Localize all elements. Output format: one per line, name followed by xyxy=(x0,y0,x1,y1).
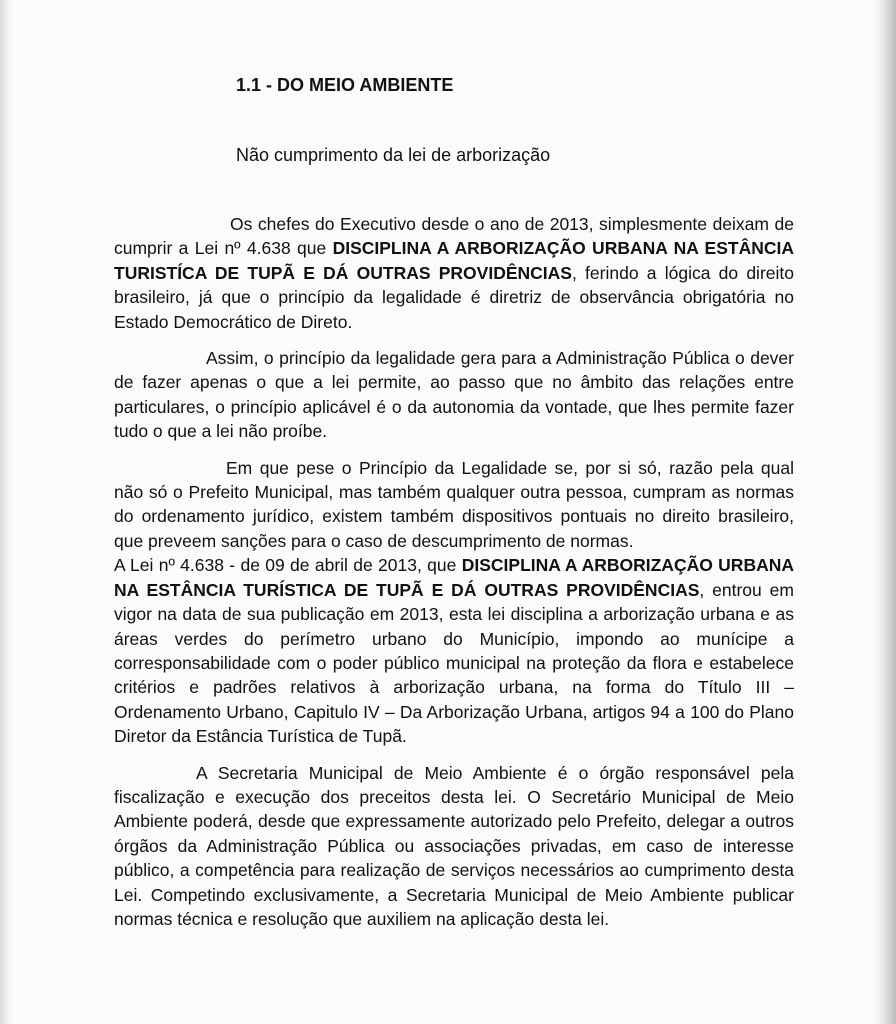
paragraph-1-text-c: , ferindo a lógica do direito brasileiro, já que o princípio da legalidade é diretriz de observância obrigatória no Estado Democrático de Direto. xyxy=(114,262,794,332)
paragraph-1-text-a: Os chefes do Executivo desde o ano de 2013, simplesmente deixam de cumprir a Lei nº 4.638 que xyxy=(114,214,794,259)
paragraph-1 xyxy=(114,212,794,334)
paragraph-4-text-c: , entrou em vigor na data de sua publicação em 2013, esta lei disciplina a arborização urbana e as áreas verdes do perímetro urbano do Município, impondo ao munícipe a corresponsabilidade com o poder público municipal na proteção da flora e estabelece critérios e padrões relativos à arborização urbana, na forma do Título III – Ordenamento Urbano, Capitulo IV – Da Arborização Urbana, artigos 94 a 100 do Plano Diretor da Estância Turística de Tupã. xyxy=(114,579,794,747)
paragraph-4 xyxy=(114,553,794,748)
paragraph-1-law-title: DISCIPLINA A ARBORIZAÇÃO URBANA NA ESTÂNCIA TURISTÍCA DE TUPÃ E DÁ OUTRAS PROVIDÊNCIAS xyxy=(114,238,794,283)
page-left-edge-shadow xyxy=(0,0,14,1024)
document-body xyxy=(114,72,794,931)
paragraph-5: A Secretaria Municipal de Meio Ambiente é o órgão responsável pela fiscalização e execução dos preceitos desta lei. O Secretário Municipal de Meio Ambiente poderá, desde que expressamente autorizado pelo Prefeito, delegar a outros órgãos da Administração Pública ou associações privadas, em caso de interesse público, a competência para realização de serviços necessários ao cumprimento desta Lei. Competindo exclusivamente, a Secretaria Municipal de Meio Ambiente publicar normas técnica e resolução que auxiliem na aplicação desta lei. xyxy=(114,762,794,929)
paragraph-4-law-title: DISCIPLINA A ARBORIZAÇÃO URBANA NA ESTÂNCIA TURÍSTICA DE TUPÃ E DÁ OUTRAS PROVIDÊNCIAS xyxy=(114,555,794,600)
paragraph-3: Em que pese o Princípio da Legalidade se, por si só, razão pela qual não só o Prefeito Municipal, mas também qualquer outra pessoa, cumpram as normas do ordenamento jurídico, existem também dispositivos pontuais no direito brasileiro, que preveem sanções para o caso de descumprimento de normas. xyxy=(114,457,794,551)
paragraph-2: Assim, o princípio da legalidade gera para a Administração Pública o dever de fazer apenas o que a lei permite, ao passo que no âmbito das relações entre particulares, o princípio aplicável é o da autonomia da vontade, que lhes permite fazer tudo o que a lei não proíbe. xyxy=(114,348,794,442)
page-right-edge-shadow xyxy=(874,0,896,1024)
section-subtitle: Não cumprimento da lei de arborização xyxy=(236,145,551,165)
paragraph-4-text-a: A Lei nº 4.638 - de 09 de abril de 2013, que xyxy=(114,555,462,576)
section-title: 1.1 - DO MEIO AMBIENTE xyxy=(236,75,454,95)
